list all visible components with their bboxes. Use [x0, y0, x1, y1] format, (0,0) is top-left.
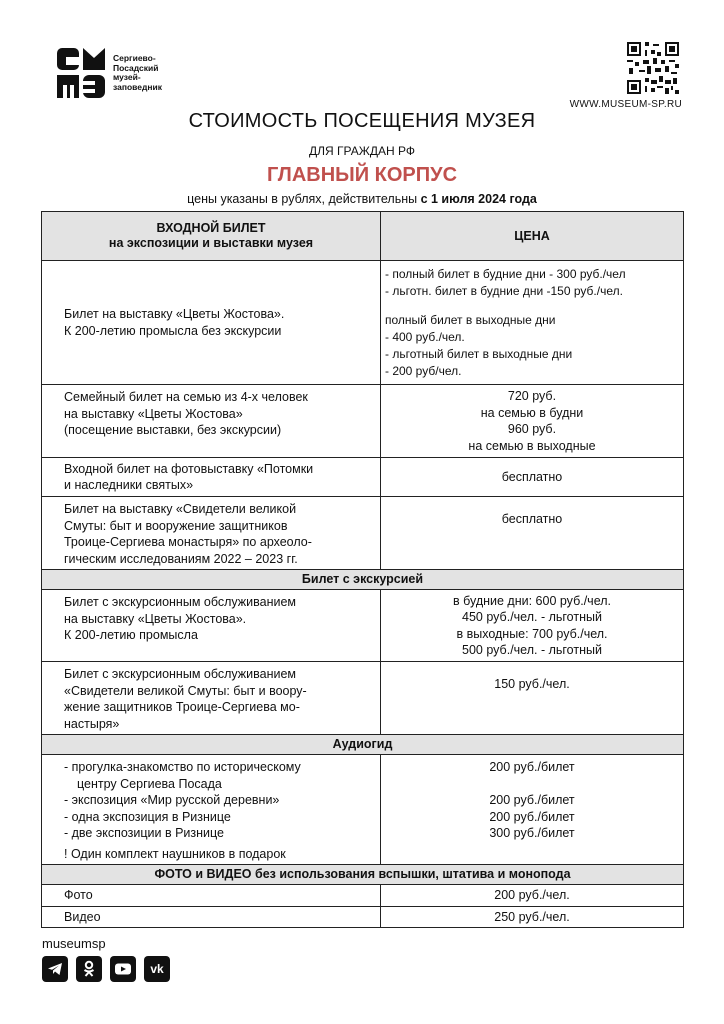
section-audio: Аудиогид: [42, 735, 684, 755]
table-row: [42, 261, 684, 385]
table-row: [42, 755, 684, 865]
museum-logo-mark: [57, 48, 105, 98]
header-ticket: ВХОДНОЙ БИЛЕТ на экспозиции и выставки музея: [42, 212, 381, 261]
audio-gift-note: ! Один комплект наушников в подарок: [64, 846, 286, 861]
social-icons: [42, 956, 170, 982]
ticket-price: - полный билет в будние дни - 300 руб./чел - льготн. билет в будние дни -150 руб./чел. полный билет в выходные дни - 400 руб./чел. - льготный билет в выходные дни - 200 руб/чел.: [381, 261, 684, 385]
table-row: [42, 885, 684, 907]
youtube-icon[interactable]: [110, 956, 136, 982]
section-excursion: Билет с экскурсией: [42, 570, 684, 590]
ticket-name: Семейный билет на семью из 4-х человек на выставку «Цветы Жостова» (посещение выставки, без экскурсии): [42, 385, 381, 458]
vk-icon[interactable]: vk: [144, 956, 170, 982]
ticket-price: в будние дни: 600 руб./чел. 450 руб./чел. - льготный в выходные: 700 руб./чел. 500 руб./чел. - льготный: [381, 590, 684, 662]
page-title: СТОИМОСТЬ ПОСЕЩЕНИЯ МУЗЕЯ: [188, 110, 536, 132]
section-row: [42, 865, 684, 885]
price-table: [41, 211, 684, 928]
ticket-price: бесплатно: [381, 497, 684, 570]
section-photo: ФОТО и ВИДЕО без использования вспышки, штатива и монопода: [42, 865, 684, 885]
section-row: [42, 735, 684, 755]
video-label: Видео: [42, 906, 381, 928]
ticket-name: Билет с экскурсионным обслуживанием на выставку «Цветы Жостова». К 200-летию промысла: [42, 590, 381, 662]
ticket-name: Билет на выставку «Свидетели великой Смуты: быт и вооружение защитников Троице-Сергиева монастыря» по археоло- гическим исследованиям 2022 – 2023 гг.: [42, 497, 381, 570]
photo-label: Фото: [42, 885, 381, 907]
telegram-icon[interactable]: [42, 956, 68, 982]
audio-list: - прогулка-знакомство по историческому центру Сергиева Посада - экспозиция «Мир русской деревни» - одна экспозиция в Ризнице - две экспозиции в Ризнице ! Один комплект наушников в подарок: [42, 755, 381, 865]
header-price: ЦЕНА: [381, 212, 684, 261]
ticket-price: 150 руб./чел.: [381, 662, 684, 735]
table-header-row: [42, 212, 684, 261]
page-subtitle: ДЛЯ ГРАЖДАН РФ: [309, 144, 415, 158]
photo-price: 200 руб./чел.: [381, 885, 684, 907]
ticket-name: Билет с экскурсионным обслуживанием «Свидетели великой Смуты: быт и воору- жение защитников Троице-Сергиева мо- настыря»: [42, 662, 381, 735]
audio-prices: 200 руб./билет 200 руб./билет 200 руб./билет 300 руб./билет: [381, 755, 684, 865]
table-row: [42, 906, 684, 928]
table-row: [42, 662, 684, 735]
ticket-name: Входной билет на фотовыставку «Потомки и наследники святых»: [42, 458, 381, 497]
building-title: ГЛАВНЫЙ КОРПУС: [266, 164, 458, 186]
table-row: [42, 590, 684, 662]
table-row: [42, 385, 684, 458]
ticket-name: Билет на выставку «Цветы Жостова». К 200-летию промысла без экскурсии: [42, 261, 381, 385]
video-price: 250 руб./чел.: [381, 906, 684, 928]
museum-logo-text: Сергиево- Посадский музей- заповедник: [113, 53, 163, 92]
ticket-price: бесплатно: [381, 458, 684, 497]
section-row: [42, 570, 684, 590]
price-note: цены указаны в рублях, действительны с 1 июля 2024 года: [187, 192, 537, 206]
table-row: [42, 458, 684, 497]
website-url[interactable]: WWW.MUSEUM-SP.RU: [569, 99, 682, 110]
table-row: [42, 497, 684, 570]
qr-code-icon[interactable]: [627, 42, 679, 94]
odnoklassniki-icon[interactable]: [76, 956, 102, 982]
social-handle: museumsp: [42, 936, 106, 951]
price-note-date: с 1 июля 2024 года: [420, 192, 537, 206]
ticket-price: 720 руб. на семью в будни 960 руб. на семью в выходные: [381, 385, 684, 458]
museum-logo: [57, 48, 193, 98]
